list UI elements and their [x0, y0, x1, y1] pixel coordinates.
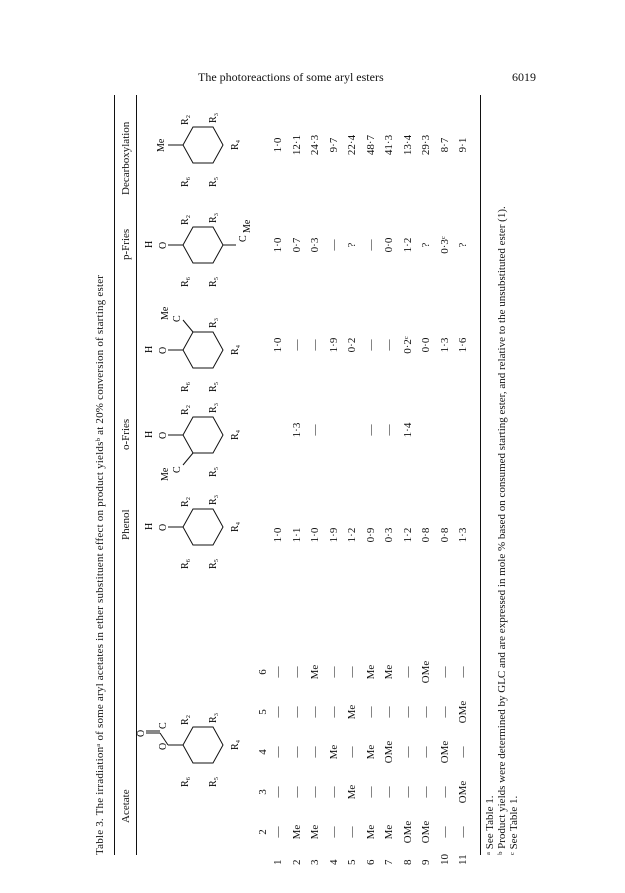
label-h: H: [144, 430, 155, 438]
substituent-cell: —: [420, 746, 432, 758]
yield-cell-ofries-b: 1·0: [272, 337, 284, 353]
decarb-structure: [138, 95, 253, 195]
yield-cell-ofries-a: —: [383, 424, 395, 436]
substituent-cell: —: [327, 666, 340, 678]
row-id: 7: [383, 859, 395, 865]
yield-cell-ofries-b: 1·9: [327, 337, 340, 353]
yield-cell-phenol: 0·8: [420, 527, 432, 543]
label-h: H: [144, 522, 155, 530]
substituent-cell: —: [272, 706, 284, 718]
label-r3: R₃: [208, 712, 219, 723]
substituent-cell: OMe: [457, 780, 469, 804]
label-r5: R₅: [208, 776, 219, 787]
label-r3: R₃: [208, 112, 219, 123]
substituent-cell: —: [420, 786, 432, 798]
row-id: 10: [438, 854, 451, 865]
label-c: C: [158, 722, 169, 729]
yield-cell-ofries-b: 1·3: [438, 337, 451, 353]
substituent-cell: —: [457, 826, 469, 838]
yield-cell-decarb: 8·7: [438, 137, 451, 153]
row-id: 2: [290, 859, 303, 865]
yield-cell-phenol: 0·9: [364, 527, 377, 543]
phenol-structure: [138, 477, 253, 577]
label-r3: R₃: [208, 402, 219, 413]
substituent-cell: —: [327, 786, 340, 798]
row-id: 4: [327, 859, 340, 865]
yield-cell-ofries-b: 0·2ᶜ: [401, 336, 414, 354]
substituent-cell: Me: [383, 664, 395, 680]
label-r5: R₅: [208, 276, 219, 287]
yield-cell-phenol: 1·3: [457, 527, 469, 543]
substituent-cell: OMe: [438, 740, 451, 764]
substituent-cell: OMe: [457, 700, 469, 724]
label-r2: R₂: [180, 714, 191, 725]
rule-bottom: [480, 95, 481, 855]
label-r4: R₄: [230, 139, 241, 150]
yield-cell-phenol: 1·9: [327, 527, 340, 543]
rule-header: [136, 95, 137, 855]
substituent-cell: Me: [309, 664, 321, 680]
yield-cell-ofries-a: 1·4: [401, 422, 414, 438]
row-id: 8: [401, 859, 414, 865]
label-r4: R₄: [230, 739, 241, 750]
yield-cell-pfries: —: [364, 239, 377, 251]
yield-cell-phenol: 1·0: [272, 527, 284, 543]
label-c: C: [172, 315, 183, 322]
substituent-cell: —: [401, 666, 414, 678]
footnote-c: ᶜ See Table 1.: [508, 795, 520, 855]
label-c: C: [172, 466, 183, 473]
label-r6: R₆: [180, 776, 191, 787]
yield-cell-pfries: 0·7: [290, 237, 303, 253]
yield-cell-decarb: 13·4: [401, 134, 414, 156]
yield-cell-phenol: 1·2: [346, 527, 358, 543]
substituent-cell: —: [290, 706, 303, 718]
yield-cell-decarb: 41·3: [383, 134, 395, 156]
substituent-cell: —: [290, 786, 303, 798]
pfries-structure: [138, 195, 253, 295]
yield-cell-phenol: 1·1: [290, 527, 303, 543]
label-r4: R₄: [230, 344, 241, 355]
yield-cell-decarb: 48·7: [364, 134, 377, 156]
yield-cell-decarb: 9·1: [457, 137, 469, 153]
label-c: C: [238, 235, 249, 242]
substituent-cell: —: [327, 826, 340, 838]
substituent-cell: Me: [346, 784, 358, 800]
substituent-cell: —: [309, 746, 321, 758]
substituent-cell: —: [438, 826, 451, 838]
running-title: The photoreactions of some aryl esters: [198, 70, 384, 84]
substituent-cell: —: [346, 746, 358, 758]
yield-cell-decarb: 29·3: [420, 134, 432, 156]
yield-cell-pfries: 1·0: [272, 237, 284, 253]
row-id: 3: [309, 859, 321, 865]
substituent-cell: —: [401, 746, 414, 758]
yield-cell-phenol: 0·8: [438, 527, 451, 543]
substituent-cell: —: [364, 706, 377, 718]
col-decarboxylation: Decarboxylation: [120, 121, 132, 195]
label-r2: R₂: [180, 214, 191, 225]
row-id: 6: [364, 859, 377, 865]
substituent-cell: Me: [290, 824, 303, 840]
substituent-cell: —: [272, 666, 284, 678]
label-o2: O: [136, 729, 147, 737]
substituent-cell: —: [309, 706, 321, 718]
yield-cell-pfries: ?: [457, 242, 469, 248]
substituent-cell: —: [401, 786, 414, 798]
substituent-cell: —: [364, 786, 377, 798]
yield-cell-pfries: —: [327, 239, 340, 251]
ofries-structure-b: [138, 300, 253, 400]
label-r6: R₆: [180, 176, 191, 187]
label-me: Me: [160, 467, 171, 481]
yield-cell-ofries-a: 1·3: [290, 422, 303, 438]
label-o: O: [158, 523, 169, 531]
label-r2: R₂: [180, 496, 191, 507]
yield-cell-phenol: 1·2: [401, 527, 414, 543]
label-r5: R₅: [208, 176, 219, 187]
substituent-cell: —: [272, 746, 284, 758]
label-r3: R₃: [208, 212, 219, 223]
label-o: O: [158, 431, 169, 439]
substituent-cell: —: [420, 706, 432, 718]
label-h: H: [144, 345, 155, 353]
substituent-cell: —: [383, 706, 395, 718]
substituent-cell: Me: [383, 824, 395, 840]
yield-cell-decarb: 9·7: [327, 137, 340, 153]
pos-4: 4: [257, 749, 269, 755]
substituent-cell: —: [290, 666, 303, 678]
substituent-cell: OMe: [401, 820, 414, 844]
yield-cell-ofries-a: —: [364, 424, 377, 436]
substituent-cell: Me: [309, 824, 321, 840]
label-r4: R₄: [230, 521, 241, 532]
yield-cell-phenol: 0·3: [383, 527, 395, 543]
yield-cell-ofries-b: 0·0: [420, 337, 432, 353]
yield-cell-pfries: 0·3: [309, 237, 321, 253]
label-r5: R₅: [208, 466, 219, 477]
yield-cell-ofries-b: 1·6: [457, 337, 469, 353]
label-r6: R₆: [180, 276, 191, 287]
yield-cell-pfries: 0·3ᶜ: [438, 236, 451, 254]
yield-cell-pfries: ?: [346, 242, 358, 248]
substituent-cell: —: [327, 706, 340, 718]
substituent-cell: Me: [364, 744, 377, 760]
footnote-b: ᵇ Product yields were determined by GLC and are expressed in mole % based on consumed starting ester, and relative to the unsubstituted ester (1).: [496, 206, 508, 855]
group-pfries: p-Fries: [120, 228, 132, 260]
acetate-structure: [138, 685, 253, 805]
yield-cell-ofries-a: —: [309, 424, 321, 436]
group-acetate: Acetate: [120, 789, 132, 823]
substituent-cell: Me: [364, 824, 377, 840]
label-r5: R₅: [208, 558, 219, 569]
substituent-cell: OMe: [383, 740, 395, 764]
yield-cell-pfries: ?: [420, 242, 432, 248]
label-o: O: [158, 241, 169, 249]
pos-5: 5: [257, 709, 269, 715]
row-id: 9: [420, 859, 432, 865]
yield-cell-decarb: 1·0: [272, 137, 284, 153]
substituent-cell: OMe: [420, 820, 432, 844]
yield-cell-ofries-b: —: [309, 339, 321, 351]
yield-cell-ofries-b: —: [364, 339, 377, 351]
row-id: 1: [272, 859, 284, 865]
substituent-cell: Me: [346, 704, 358, 720]
running-header: [0, 70, 625, 86]
substituent-cell: Me: [327, 744, 340, 760]
substituent-cell: —: [457, 746, 469, 758]
label-h: H: [144, 240, 155, 248]
rule-top: [114, 95, 115, 855]
yield-cell-ofries-b: —: [383, 339, 395, 351]
substituent-cell: —: [346, 666, 358, 678]
substituent-cell: —: [383, 786, 395, 798]
yield-cell-ofries-b: 0·2: [346, 337, 358, 353]
label-o: O: [158, 346, 169, 354]
substituent-cell: —: [438, 666, 451, 678]
label-r5: R₅: [208, 381, 219, 392]
label-o: O: [158, 742, 169, 750]
substituent-cell: —: [401, 706, 414, 718]
ofries-structure-a: [138, 385, 253, 485]
footnote-a: ᵃ See Table 1.: [484, 795, 496, 855]
substituent-cell: —: [272, 786, 284, 798]
col-phenol: Phenol: [120, 509, 132, 540]
substituent-cell: —: [309, 786, 321, 798]
group-ofries: o-Fries: [120, 418, 132, 450]
pos-2: 2: [257, 829, 269, 835]
label-r2: R₂: [180, 114, 191, 125]
label-me: Me: [242, 219, 253, 233]
pos-6: 6: [257, 669, 269, 675]
table-caption: Table 3. The irradiationᵃ of some aryl acetates in ether substituent effect on product yieldsᵇ at 20% conversion of starting ester: [94, 274, 106, 855]
row-id: 5: [346, 859, 358, 865]
label-r6: R₆: [180, 558, 191, 569]
substituent-cell: OMe: [420, 660, 432, 684]
label-r2: R₂: [180, 404, 191, 415]
label-r4: R₄: [230, 429, 241, 440]
label-r6: R₆: [180, 381, 191, 392]
pos-3: 3: [257, 789, 269, 795]
yield-cell-decarb: 24·3: [309, 134, 321, 156]
yield-cell-pfries: 0·0: [383, 237, 395, 253]
substituent-cell: —: [438, 706, 451, 718]
yield-cell-phenol: 1·0: [309, 527, 321, 543]
yield-cell-decarb: 22·4: [346, 134, 358, 156]
substituent-cell: —: [290, 746, 303, 758]
label-r3: R₃: [208, 317, 219, 328]
rotated-table: [92, 95, 520, 865]
substituent-cell: —: [346, 826, 358, 838]
substituent-cell: Me: [364, 664, 377, 680]
row-id: 11: [457, 854, 469, 865]
yield-cell-ofries-b: —: [290, 339, 303, 351]
substituent-cell: —: [457, 666, 469, 678]
page-number: 6019: [512, 70, 536, 84]
label-r3: R₃: [208, 494, 219, 505]
yield-cell-pfries: 1·2: [401, 237, 414, 253]
yield-cell-decarb: 12·1: [290, 134, 303, 156]
label-me: Me: [156, 138, 167, 152]
substituent-cell: —: [272, 826, 284, 838]
label-me: Me: [160, 306, 171, 320]
substituent-cell: —: [438, 786, 451, 798]
